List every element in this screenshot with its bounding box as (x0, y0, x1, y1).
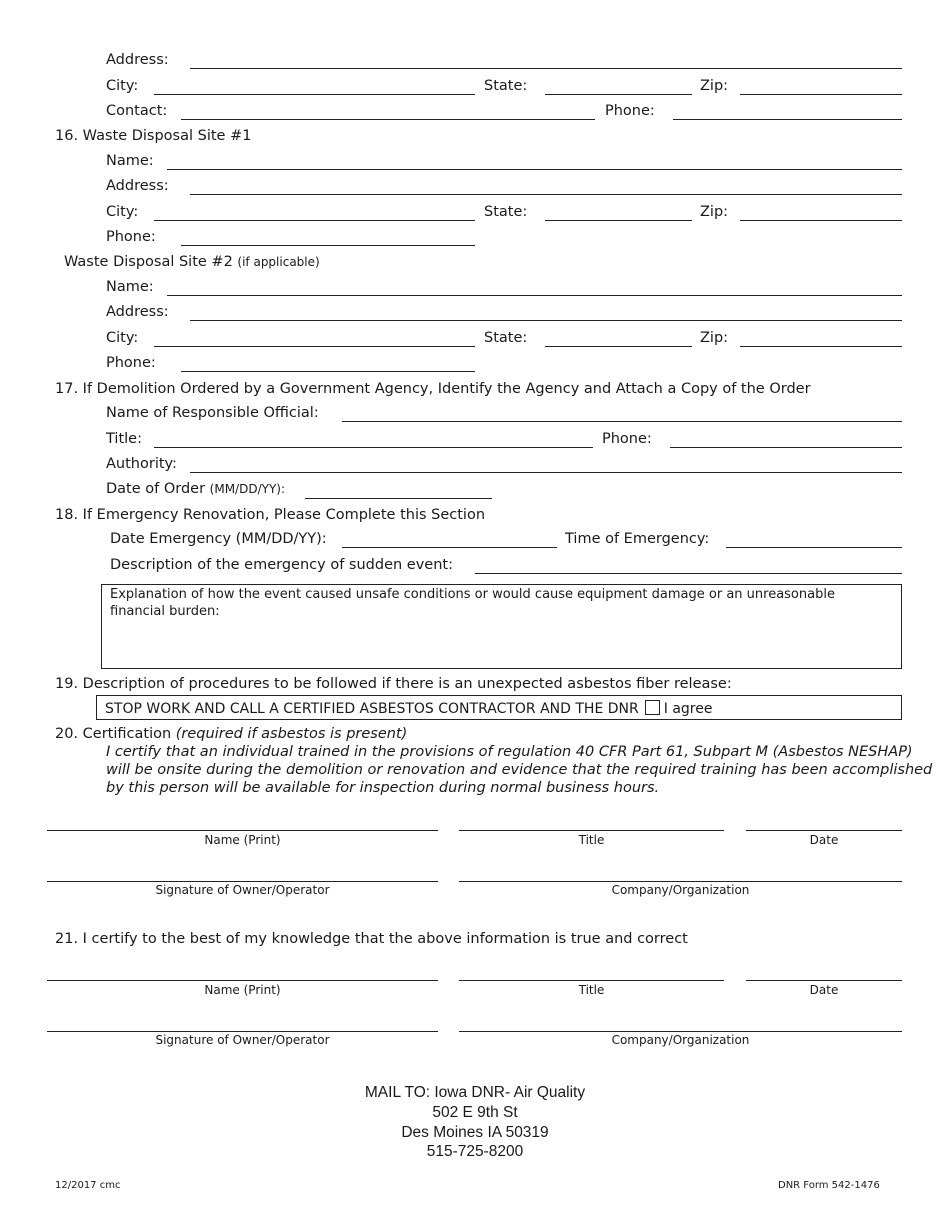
event-description-field[interactable] (475, 573, 902, 574)
time-emergency-label: Time of Emergency: (565, 531, 710, 547)
explanation-box[interactable] (101, 584, 902, 669)
mail-city-line: Des Moines IA 50319 (401, 1124, 549, 1141)
final-name-line[interactable] (47, 980, 438, 981)
cert-title-line[interactable] (459, 830, 724, 831)
cert-name-line[interactable] (47, 830, 438, 831)
agency-phone-label: Phone: (602, 431, 652, 447)
final-company-caption: Company/Organization (611, 1033, 750, 1047)
address-field[interactable] (190, 68, 902, 69)
site2-state-field[interactable] (545, 346, 692, 347)
date-order-label (106, 480, 285, 498)
date-order-format: (MM/DD/YY): (209, 482, 286, 496)
site2-address-label: Address: (106, 304, 169, 320)
final-signature-line[interactable] (47, 1031, 438, 1032)
site1-address-field[interactable] (190, 194, 902, 195)
agency-title-field[interactable] (154, 447, 593, 448)
certification-title: 20. Certification (55, 726, 172, 742)
explanation-line-2: financial burden: (110, 604, 220, 619)
explanation-line-1: Explanation of how the event caused unsafe conditions or would cause equipment damage or an unreasonable (110, 587, 835, 602)
final-signature-caption: Signature of Owner/Operator (155, 1033, 330, 1047)
official-label: Name of Responsible Official: (106, 405, 319, 421)
final-title-line[interactable] (459, 980, 724, 981)
authority-label: Authority: (106, 456, 177, 472)
state-label: State: (484, 78, 528, 94)
date-emergency-field[interactable] (342, 547, 557, 548)
procedure-text: STOP WORK AND CALL A CERTIFIED ASBESTOS CONTRACTOR AND THE DNR (105, 701, 639, 717)
site2-name-label: Name: (106, 279, 154, 295)
section-17-heading: 17. If Demolition Ordered by a Government Agency, Identify the Agency and Attach a Copy of the Order (55, 381, 811, 397)
waste-site-2-title: Waste Disposal Site #2 (64, 254, 233, 270)
site2-city-field[interactable] (154, 346, 475, 347)
zip-field[interactable] (740, 94, 902, 95)
cert-date-caption: Date (809, 833, 839, 847)
agency-phone-field[interactable] (670, 447, 902, 448)
mail-phone-line: 515-725-8200 (426, 1143, 524, 1160)
site1-name-label: Name: (106, 153, 154, 169)
section-21-heading: 21. I certify to the best of my knowledge that the above information is true and correct (55, 931, 688, 947)
cert-statement-line-1: I certify that an individual trained in the provisions of regulation 40 CFR Part 61, Subpart M (Asbestos NESHAP) (106, 744, 913, 760)
authority-field[interactable] (190, 472, 902, 473)
cert-statement-line-2: will be onsite during the demolition or renovation and evidence that the required training has been accomplished (106, 762, 933, 778)
address-label: Address: (106, 52, 169, 68)
final-company-line[interactable] (459, 1031, 902, 1032)
agency-title-label: Title: (106, 431, 142, 447)
cert-signature-caption: Signature of Owner/Operator (155, 883, 330, 897)
site2-zip-label: Zip: (700, 330, 729, 346)
final-date-caption: Date (809, 983, 839, 997)
procedure-instruction (105, 700, 712, 718)
site1-phone-field[interactable] (181, 245, 475, 246)
cert-company-line[interactable] (459, 881, 902, 882)
official-field[interactable] (342, 421, 902, 422)
cert-date-line[interactable] (746, 830, 902, 831)
final-name-caption: Name (Print) (204, 983, 281, 997)
mail-to-line: MAIL TO: Iowa DNR- Air Quality (364, 1084, 586, 1101)
final-title-caption: Title (578, 983, 605, 997)
waste-site-1-heading: 16. Waste Disposal Site #1 (55, 128, 252, 144)
contact-label: Contact: (106, 103, 168, 119)
date-order-text: Date of Order (106, 481, 206, 497)
cert-statement-line-3: by this person will be available for inspection during normal business hours. (106, 780, 660, 796)
footer-form-number: DNR Form 542-1476 (778, 1180, 880, 1191)
site2-zip-field[interactable] (740, 346, 902, 347)
date-order-field[interactable] (305, 498, 492, 499)
city-label: City: (106, 78, 139, 94)
agree-label: I agree (663, 701, 713, 717)
certification-note: (required if asbestos is present) (175, 726, 408, 742)
section-20-heading (55, 725, 407, 743)
phone-field[interactable] (673, 119, 902, 120)
zip-label: Zip: (700, 78, 729, 94)
event-description-label: Description of the emergency of sudden event: (110, 557, 453, 573)
final-date-line[interactable] (746, 980, 902, 981)
time-emergency-field[interactable] (726, 547, 902, 548)
cert-title-caption: Title (578, 833, 605, 847)
site1-name-field[interactable] (167, 169, 902, 170)
cert-name-caption: Name (Print) (204, 833, 281, 847)
cert-signature-line[interactable] (47, 881, 438, 882)
site1-zip-label: Zip: (700, 204, 729, 220)
site1-address-label: Address: (106, 178, 169, 194)
site1-state-field[interactable] (545, 220, 692, 221)
state-field[interactable] (545, 94, 692, 95)
site1-city-field[interactable] (154, 220, 475, 221)
phone-label: Phone: (605, 103, 655, 119)
contact-field[interactable] (181, 119, 595, 120)
site2-name-field[interactable] (167, 295, 902, 296)
date-emergency-label: Date Emergency (MM/DD/YY): (110, 531, 327, 547)
mail-street-line: 502 E 9th St (432, 1104, 518, 1121)
site2-city-label: City: (106, 330, 139, 346)
section-19-heading: 19. Description of procedures to be followed if there is an unexpected asbestos fiber release: (55, 676, 732, 692)
site1-zip-field[interactable] (740, 220, 902, 221)
site2-phone-label: Phone: (106, 355, 156, 371)
city-field[interactable] (154, 94, 475, 95)
waste-site-2-heading (64, 253, 320, 271)
procedure-box (96, 695, 902, 720)
agree-checkbox[interactable] (645, 700, 660, 715)
waste-site-2-note: (if applicable) (237, 255, 320, 269)
section-18-heading: 18. If Emergency Renovation, Please Complete this Section (55, 507, 486, 523)
site1-phone-label: Phone: (106, 229, 156, 245)
site2-state-label: State: (484, 330, 528, 346)
site2-phone-field[interactable] (181, 371, 475, 372)
cert-company-caption: Company/Organization (611, 883, 750, 897)
site1-city-label: City: (106, 204, 139, 220)
footer-revision: 12/2017 cmc (55, 1180, 121, 1191)
site1-state-label: State: (484, 204, 528, 220)
site2-address-field[interactable] (190, 320, 902, 321)
